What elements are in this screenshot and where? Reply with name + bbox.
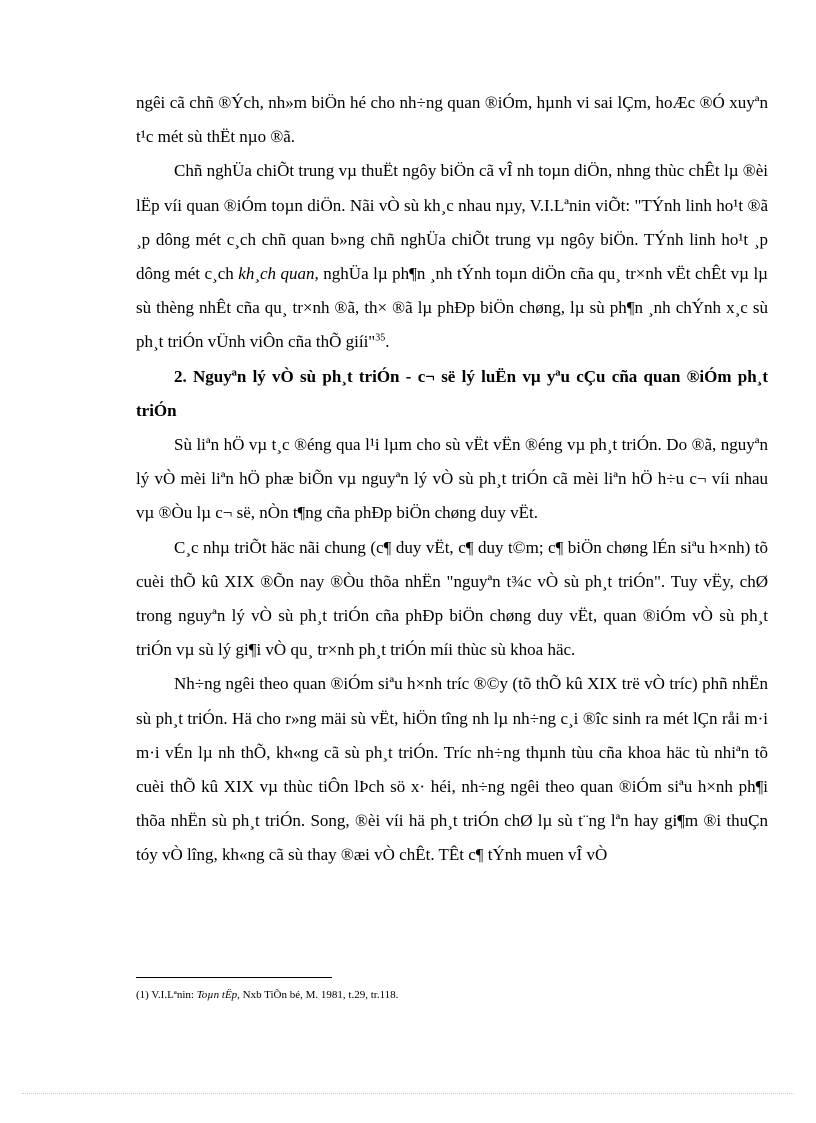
italic-term: kh¸ch quan [238,264,315,284]
paragraph: C¸c nhµ triÕt häc nãi chung (c¶ duy vËt, c¶ duy t©m; c¶ biÖn chøng lÉn siªu h×nh) tõ cuèi thÕ kû XIX ®Õn nay ®Òu thõa nhËn "nguyªn t¾c vÒ sù ph¸t triÓn". Tuy vËy, chØ trong nguyªn lý vÒ sù ph¸t triÓn cña phÐp biÖn chøng duy vËt, quan ®iÓm vÒ sù ph¸t triÓn vµ sù lý gi¶i vÒ qu¸ tr×nh ph¸t triÓn míi thùc sù khoa häc. [136,537,768,660]
footnote-title: Toµn tËp [196,989,238,1001]
paragraph-text: , nghÜa lµ ph¶n ¸nh tÝnh toµn diÖn cña qu¸ tr×nh vËt chÊt vµ lµ sù thèng nhÊt cña qu¸ tr×nh ®ã, th× ®ã lµ phÐp biÖn chøng, lµ sù ph¶n ¸nh chÝnh x¸c sù ph¸t triÓn vÜnh viÔn cña thÕ giíi" [136,264,768,352]
footnote-rest: , Nxb TiÕn bé, M. 1981, t.29, tr.118. [237,989,399,1001]
paragraph-text: Chñ nghÜa chiÕt trung vµ thuËt ngôy biÖn cã vÎ nh toµn diÖn, nhng thùc chÊt lµ ®èi lËp víi quan ®iÓm toµn diÖn. Nãi vÒ sù kh¸c nhau nµy, V.I.Lªnin viÕt: "TÝnh linh ho¹t ®ã ¸p dông mét c¸ch chñ quan b»ng chñ nghÜa chiÕt trung vµ ngôy biÖn. TÝnh linh ho¹t ¸p dông mét c¸ch [136,161,768,284]
section-heading: 2. Nguyªn lý vÒ sù ph¸t triÓn - c¬ së lý luËn vµ yªu cÇu cña quan ®iÓm ph¸t triÓn [136,366,768,420]
footnote-marker: (1) V.I.Lªnin: [136,989,197,1001]
footnote-reference: 35 [375,332,386,344]
document-body [136,86,768,873]
paragraph-text: . [385,332,390,352]
page-bottom-divider [22,1093,794,1094]
paragraph: ngêi cã chñ ®Ých, nh»m biÖn hé cho nh÷ng quan ®iÓm, hµnh vi sai lÇm, hoÆc ®Ó xuyªn t¹c mét sù thËt nµo ®ã. [136,93,768,147]
footnote [136,988,768,1002]
footnote-separator [136,977,332,978]
paragraph [136,154,768,359]
paragraph: Sù liªn hÖ vµ t¸c ®éng qua l¹i lµm cho sù vËt vËn ®éng vµ ph¸t triÓn. Do ®ã, nguyªn lý vÒ mèi liªn hÖ phæ biÕn vµ nguyªn lý vÒ sù ph¸t triÓn cã mèi liªn hÖ h÷u c¬ víi nhau vµ ®Òu lµ c¬ së, nÒn t¶ng cña phÐp biÖn chøng duy vËt. [136,435,768,523]
paragraph: Nh÷ng ngêi theo quan ®iÓm siªu h×nh tríc ®©y (tõ thÕ kû XIX trë vÒ tríc) phñ nhËn sù ph¸t triÓn. Hä cho r»ng mäi sù vËt, hiÖn tîng nh lµ nh÷ng c¸i ®îc sinh ra mét lÇn råi m·i m·i vÉn lµ nh thÕ, kh«ng cã sù ph¸t triÓn. Tríc nh÷ng thµnh tùu cña khoa häc tù nhiªn tõ cuèi thÕ kû XIX vµ thùc tiÔn lÞch sö x· héi, nh÷ng ngêi theo quan ®iÓm siªu h×nh ph¶i thõa nhËn sù ph¸t triÓn. Song, ®èi víi hä ph¸t triÓn chØ lµ sù t¨ng lªn hay gi¶m ®i thuÇn tóy vÒ lîng, kh«ng cã sù thay ®æi vÒ chÊt. TÊt c¶ tÝnh muen vÎ vÒ [136,674,768,865]
